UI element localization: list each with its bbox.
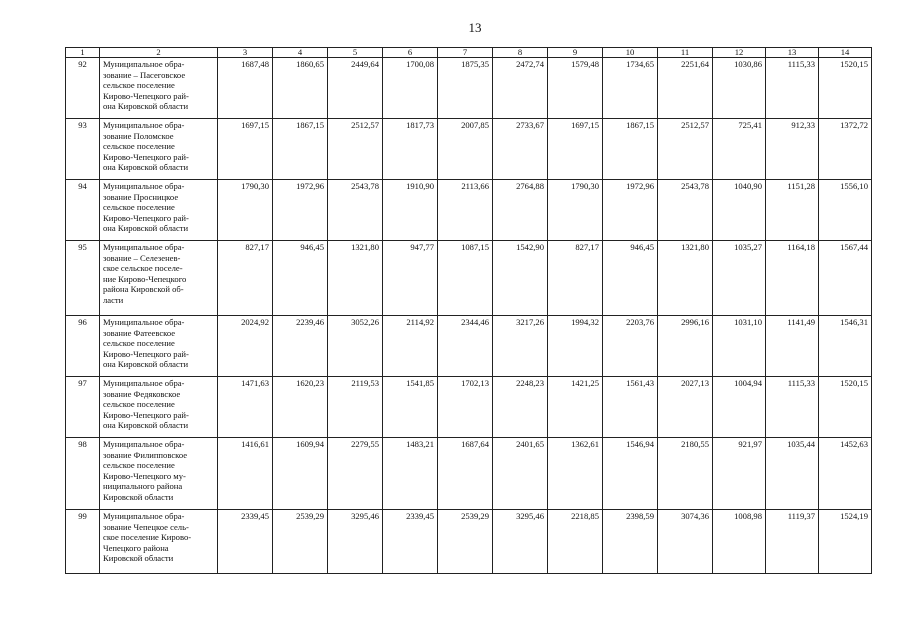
municipality-name: Муниципальное обра- зование Поломское сельское поселение Кирово-Чепецкого рай- она Кировской области bbox=[100, 119, 218, 180]
table-row bbox=[66, 510, 872, 574]
value-cell: 3052,26 bbox=[328, 316, 383, 377]
value-cell: 1520,15 bbox=[819, 377, 872, 438]
table-row bbox=[66, 241, 872, 316]
value-cell: 2543,78 bbox=[658, 180, 713, 241]
table-row bbox=[66, 58, 872, 119]
row-number: 98 bbox=[66, 438, 100, 510]
value-cell: 1542,90 bbox=[493, 241, 548, 316]
column-header: 12 bbox=[713, 48, 766, 58]
value-cell: 1561,43 bbox=[603, 377, 658, 438]
row-number: 95 bbox=[66, 241, 100, 316]
table-row bbox=[66, 438, 872, 510]
column-header: 5 bbox=[328, 48, 383, 58]
value-cell: 2180,55 bbox=[658, 438, 713, 510]
value-cell: 921,97 bbox=[713, 438, 766, 510]
value-cell: 2401,65 bbox=[493, 438, 548, 510]
value-cell: 947,77 bbox=[383, 241, 438, 316]
value-cell: 2764,88 bbox=[493, 180, 548, 241]
value-cell: 1087,15 bbox=[438, 241, 493, 316]
value-cell: 2472,74 bbox=[493, 58, 548, 119]
row-number: 93 bbox=[66, 119, 100, 180]
value-cell: 2024,92 bbox=[218, 316, 273, 377]
municipality-name: Муниципальное обра- зование Чепецкое сель- ское поселение Кирово- Чепецкого района Кировской области bbox=[100, 510, 218, 574]
value-cell: 1164,18 bbox=[766, 241, 819, 316]
column-header: 7 bbox=[438, 48, 493, 58]
value-cell: 2203,76 bbox=[603, 316, 658, 377]
value-cell: 1031,10 bbox=[713, 316, 766, 377]
value-cell: 1867,15 bbox=[273, 119, 328, 180]
value-cell: 2512,57 bbox=[658, 119, 713, 180]
municipality-name: Муниципальное обра- зование Фатеевское сельское поселение Кирово-Чепецкого рай- она Кировской области bbox=[100, 316, 218, 377]
row-number: 92 bbox=[66, 58, 100, 119]
value-cell: 1321,80 bbox=[328, 241, 383, 316]
value-cell: 1972,96 bbox=[273, 180, 328, 241]
municipality-name: Муниципальное обра- зование Филипповское сельское поселение Кирово-Чепецкого му- ниципального района Кировской области bbox=[100, 438, 218, 510]
column-header: 6 bbox=[383, 48, 438, 58]
value-cell: 1687,48 bbox=[218, 58, 273, 119]
table-body bbox=[66, 58, 872, 574]
tariff-table bbox=[65, 47, 872, 574]
value-cell: 1321,80 bbox=[658, 241, 713, 316]
municipality-name: Муниципальное обра- зование Просницкое сельское поселение Кирово-Чепецкого рай- она Кировской области bbox=[100, 180, 218, 241]
value-cell: 1972,96 bbox=[603, 180, 658, 241]
row-number: 94 bbox=[66, 180, 100, 241]
column-header: 3 bbox=[218, 48, 273, 58]
value-cell: 2339,45 bbox=[383, 510, 438, 574]
value-cell: 946,45 bbox=[273, 241, 328, 316]
value-cell: 1524,19 bbox=[819, 510, 872, 574]
value-cell: 1546,94 bbox=[603, 438, 658, 510]
value-cell: 2279,55 bbox=[328, 438, 383, 510]
value-cell: 2251,64 bbox=[658, 58, 713, 119]
value-cell: 2539,29 bbox=[273, 510, 328, 574]
row-number: 97 bbox=[66, 377, 100, 438]
column-header: 14 bbox=[819, 48, 872, 58]
column-header: 13 bbox=[766, 48, 819, 58]
value-cell: 912,33 bbox=[766, 119, 819, 180]
value-cell: 2114,92 bbox=[383, 316, 438, 377]
value-cell: 1416,61 bbox=[218, 438, 273, 510]
value-cell: 1452,63 bbox=[819, 438, 872, 510]
column-header: 1 bbox=[66, 48, 100, 58]
municipality-name: Муниципальное обра- зование – Селезенев- ское сельское поселе- ние Кирово-Чепецкого района Кировской об- ласти bbox=[100, 241, 218, 316]
value-cell: 1421,25 bbox=[548, 377, 603, 438]
value-cell: 2449,64 bbox=[328, 58, 383, 119]
value-cell: 1609,94 bbox=[273, 438, 328, 510]
column-header: 9 bbox=[548, 48, 603, 58]
value-cell: 1702,13 bbox=[438, 377, 493, 438]
value-cell: 1817,73 bbox=[383, 119, 438, 180]
value-cell: 2543,78 bbox=[328, 180, 383, 241]
value-cell: 2733,67 bbox=[493, 119, 548, 180]
value-cell: 1151,28 bbox=[766, 180, 819, 241]
value-cell: 2113,66 bbox=[438, 180, 493, 241]
value-cell: 1687,64 bbox=[438, 438, 493, 510]
value-cell: 1994,32 bbox=[548, 316, 603, 377]
table-row bbox=[66, 119, 872, 180]
value-cell: 1697,15 bbox=[218, 119, 273, 180]
value-cell: 1372,72 bbox=[819, 119, 872, 180]
column-header: 10 bbox=[603, 48, 658, 58]
value-cell: 1362,61 bbox=[548, 438, 603, 510]
value-cell: 3217,26 bbox=[493, 316, 548, 377]
value-cell: 2339,45 bbox=[218, 510, 273, 574]
column-header: 11 bbox=[658, 48, 713, 58]
value-cell: 3295,46 bbox=[493, 510, 548, 574]
value-cell: 1141,49 bbox=[766, 316, 819, 377]
table-row bbox=[66, 377, 872, 438]
header-row bbox=[66, 48, 872, 58]
value-cell: 1790,30 bbox=[548, 180, 603, 241]
value-cell: 1040,90 bbox=[713, 180, 766, 241]
column-header: 4 bbox=[273, 48, 328, 58]
value-cell: 1910,90 bbox=[383, 180, 438, 241]
value-cell: 1115,33 bbox=[766, 377, 819, 438]
value-cell: 1620,23 bbox=[273, 377, 328, 438]
row-number: 96 bbox=[66, 316, 100, 377]
value-cell: 1115,33 bbox=[766, 58, 819, 119]
value-cell: 2512,57 bbox=[328, 119, 383, 180]
value-cell: 2218,85 bbox=[548, 510, 603, 574]
value-cell: 1035,44 bbox=[766, 438, 819, 510]
value-cell: 1860,65 bbox=[273, 58, 328, 119]
value-cell: 1697,15 bbox=[548, 119, 603, 180]
value-cell: 2248,23 bbox=[493, 377, 548, 438]
value-cell: 827,17 bbox=[548, 241, 603, 316]
value-cell: 2344,46 bbox=[438, 316, 493, 377]
value-cell: 1119,37 bbox=[766, 510, 819, 574]
value-cell: 1520,15 bbox=[819, 58, 872, 119]
table-row bbox=[66, 180, 872, 241]
value-cell: 1004,94 bbox=[713, 377, 766, 438]
value-cell: 946,45 bbox=[603, 241, 658, 316]
value-cell: 2398,59 bbox=[603, 510, 658, 574]
value-cell: 1700,08 bbox=[383, 58, 438, 119]
table-row bbox=[66, 316, 872, 377]
value-cell: 2239,46 bbox=[273, 316, 328, 377]
column-header: 8 bbox=[493, 48, 548, 58]
value-cell: 1579,48 bbox=[548, 58, 603, 119]
value-cell: 2119,53 bbox=[328, 377, 383, 438]
value-cell: 1867,15 bbox=[603, 119, 658, 180]
value-cell: 1546,31 bbox=[819, 316, 872, 377]
value-cell: 1790,30 bbox=[218, 180, 273, 241]
value-cell: 3074,36 bbox=[658, 510, 713, 574]
municipality-name: Муниципальное обра- зование Федяковское сельское поселение Кирово-Чепецкого рай- она Кировской области bbox=[100, 377, 218, 438]
value-cell: 725,41 bbox=[713, 119, 766, 180]
municipality-name: Муниципальное обра- зование – Пасеговское сельское поселение Кирово-Чепецкого рай- она Кировской области bbox=[100, 58, 218, 119]
value-cell: 1734,65 bbox=[603, 58, 658, 119]
value-cell: 2007,85 bbox=[438, 119, 493, 180]
value-cell: 2996,16 bbox=[658, 316, 713, 377]
value-cell: 1030,86 bbox=[713, 58, 766, 119]
value-cell: 2027,13 bbox=[658, 377, 713, 438]
value-cell: 1483,21 bbox=[383, 438, 438, 510]
row-number: 99 bbox=[66, 510, 100, 574]
value-cell: 1556,10 bbox=[819, 180, 872, 241]
value-cell: 1035,27 bbox=[713, 241, 766, 316]
value-cell: 1875,35 bbox=[438, 58, 493, 119]
value-cell: 2539,29 bbox=[438, 510, 493, 574]
column-header: 2 bbox=[100, 48, 218, 58]
value-cell: 3295,46 bbox=[328, 510, 383, 574]
value-cell: 1471,63 bbox=[218, 377, 273, 438]
value-cell: 1567,44 bbox=[819, 241, 872, 316]
page-number: 13 bbox=[468, 20, 482, 35]
value-cell: 1541,85 bbox=[383, 377, 438, 438]
value-cell: 1008,98 bbox=[713, 510, 766, 574]
value-cell: 827,17 bbox=[218, 241, 273, 316]
